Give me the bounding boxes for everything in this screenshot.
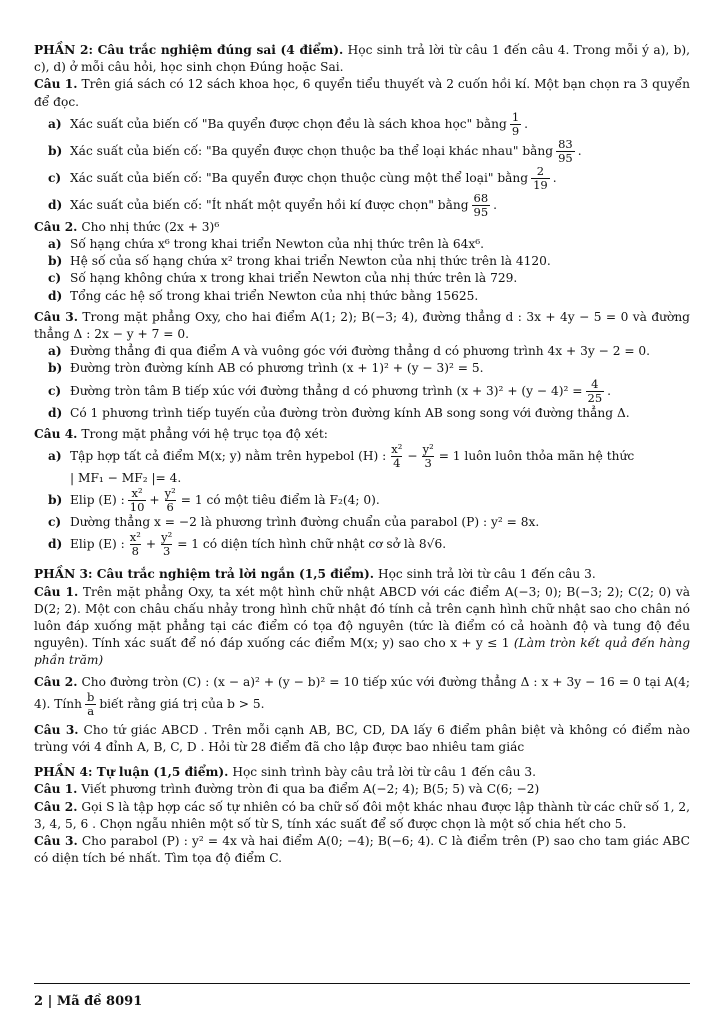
option-text: Có 1 phương trình tiếp tuyến của đường tròn đường kính AB song song với đường thẳng Δ. bbox=[70, 405, 630, 420]
part4-intro bbox=[34, 764, 690, 781]
option-text: Đường tròn tâm B tiếp xúc với đường thẳng d có phương trình (x + 3)² + (y − 4)² = bbox=[70, 383, 583, 398]
p2-q3-option-a: a) Đường thẳng đi qua điểm A và vuông góc với đường thẳng d có phương trình 4x + 3y − 2 = 0. bbox=[48, 343, 690, 360]
p2-q4-option-c: c) Dường thẳng x = −2 là phương trình đường chuẩn của parabol (P) : y² = 8x. bbox=[48, 514, 690, 531]
question-text: Viết phương trình đường tròn đi qua ba điểm A(−2; 4); B(5; 5) và C(6; −2) bbox=[81, 782, 540, 797]
option-text: Elip (E) : bbox=[70, 493, 125, 508]
option-text: Tổng các hệ số trong khai triển Newton của nhị thức bằng 15625. bbox=[70, 288, 479, 303]
question-text: Trong mặt phẳng Oxy, cho hai điểm A(1; 2); B(−3; 4), đường thẳng d : 3x + 4y − 5 = 0 và đường thẳng Δ : 2x − y + 7 = 0. bbox=[34, 309, 690, 342]
question-text: Cho nhị thức (2x + 3)⁶ bbox=[81, 219, 220, 234]
part3-instructions: Học sinh trả lời từ câu 1 đến câu 3. bbox=[377, 567, 596, 582]
p4-q3 bbox=[34, 833, 690, 867]
option-text: Số hạng không chứa x trong khai triển Newton của nhị thức trên là 729. bbox=[70, 271, 518, 286]
question-text: Gọi S là tập hợp các số tự nhiên có ba chữ số đôi một khác nhau được lập thành từ các chữ số 1, 2, 3, 4, 5, 6 . Chọn ngẫu nhiên một số từ S, tính xác suất để số được chọn là một số chia hết cho 5. bbox=[34, 799, 690, 831]
option-text: = 1 có một tiêu điểm là F₂(4; 0). bbox=[180, 493, 380, 508]
question-text: Cho parabol (P) : y² = 4x và hai điểm A(0; −4); B(−6; 4). C là điểm trên (P) sao cho tam giác ABC có diện tích bé nhất. Tìm tọa độ điểm C. bbox=[34, 834, 691, 866]
p2-q3 bbox=[34, 309, 690, 343]
p2-q4-option-a-cont: | MF₁ − MF₂ |= 4. bbox=[70, 471, 182, 486]
p2-q4-option-b: b) Elip (E) : $\frac{\text{x²}}{10}$ + $\frac{\text{y²}}{6}$ = 1 có một tiêu điểm là F₂(4; 0). bbox=[48, 486, 380, 515]
option-text: Dường thẳng x = −2 là phương trình đường chuẩn của parabol (P) : y² = 8x. bbox=[70, 515, 540, 530]
option-text: Số hạng chứa x⁶ trong khai triển Newton của nhị thức trên là 64x⁶. bbox=[70, 237, 485, 252]
fraction: $\frac{68}{95}$ bbox=[473, 190, 489, 219]
question-note: (Làm tròn kết quả đến hàng phần trăm) bbox=[34, 636, 690, 668]
p2-q3-option-c: c) Đường tròn tâm B tiếp xúc với đường thẳng d có phương trình (x + 3)² + (y − 4)² = $\frac{4}{25}$ . bbox=[48, 376, 612, 405]
p2-q1-option-a: a) Xác suất của biến cố "Ba quyển được chọn đều là sách khoa học" bằng $\frac{1}{9}$ . bbox=[48, 109, 529, 138]
option-text: Xác suất của biến cố "Ba quyển được chọn đều là sách khoa học" bằng bbox=[70, 116, 507, 131]
question-label: Câu 3. bbox=[34, 722, 79, 737]
footer-text: 2 | Mã đề 8091 bbox=[34, 994, 143, 1009]
question-label: Câu 2. bbox=[34, 674, 78, 689]
option-text: Xác suất của biến cố: "Ba quyển được chọn thuộc cùng một thể loại" bằng bbox=[70, 170, 529, 185]
question-label: Câu 3. bbox=[34, 309, 78, 324]
p2-q2-option-b: b) Hệ số của số hạng chứa x² trong khai triển Newton của nhị thức trên là 4120. bbox=[48, 253, 690, 270]
fraction: $\frac{\text{y²}}{3}$ bbox=[422, 442, 434, 471]
question-label: Câu 2. bbox=[34, 799, 78, 814]
p2-q1-option-d: d) Xác suất của biến cố: "Ít nhất một quyển hồi kí được chọn" bằng $\frac{68}{95}$ . bbox=[48, 190, 498, 219]
fraction: $\frac{1}{9}$ bbox=[511, 109, 520, 138]
p2-q2-option-a: a) Số hạng chứa x⁶ trong khai triển Newton của nhị thức trên là 64x⁶. bbox=[48, 236, 690, 253]
option-text: = 1 có diện tích hình chữ nhật cơ sở là 8√6. bbox=[177, 537, 447, 552]
option-text: Elip (E) : bbox=[70, 537, 125, 552]
question-text: Cho tứ giác ABCD . Trên mỗi cạnh AB, BC, CD, DA lấy 6 điểm phân biệt và không có điểm nào trùng với 4 đỉnh A, B, C, D . Hỏi từ 28 điểm đã cho lập được bao nhiêu tam giác bbox=[34, 722, 690, 755]
fraction: $\frac{\text{y²}}{3}$ bbox=[161, 530, 173, 559]
part2-heading: PHẦN 2: Câu trắc nghiệm đúng sai (4 điểm). bbox=[34, 43, 344, 57]
fraction: $\frac{\text{x²}}{8}$ bbox=[129, 530, 141, 559]
p4-q1 bbox=[34, 781, 690, 798]
question-label: Câu 1. bbox=[34, 782, 78, 797]
option-text: Tập hợp tất cả điểm M(x; y) nằm trên hypebol (H) : bbox=[70, 448, 387, 463]
p3-q3 bbox=[34, 722, 690, 756]
question-label: Câu 1. bbox=[34, 77, 78, 92]
p2-q1 bbox=[34, 76, 690, 110]
question-text: Trong mặt phẳng với hệ trục tọa độ xét: bbox=[81, 426, 328, 441]
operator: − bbox=[407, 448, 418, 463]
p2-q2 bbox=[34, 219, 690, 236]
option-text: Xác suất của biến cố: "Ba quyển được chọn thuộc ba thể loại khác nhau" bằng bbox=[70, 143, 554, 158]
p3-q1 bbox=[34, 584, 690, 670]
question-text: Cho đường tròn (C) : (x − a)² + (y − b)² = 10 tiếp xúc với đường thẳng Δ : x + 3y − 16 = 0 tại A(4; 4). Tính bbox=[34, 674, 691, 711]
p2-q4-option-d: d) Elip (E) : $\frac{\text{x²}}{8}$ + $\frac{\text{y²}}{3}$ = 1 có diện tích hình chữ nhật cơ sở là 8√6. bbox=[48, 530, 447, 559]
operator: + bbox=[145, 537, 157, 552]
p2-q3-option-b: b) Đường tròn đường kính AB có phương trình (x + 1)² + (y − 3)² = 5. bbox=[48, 360, 690, 377]
option-text: Xác suất của biến cố: "Ít nhất một quyển hồi kí được chọn" bằng bbox=[70, 197, 469, 212]
part4-heading: PHẦN 4: Tự luận (1,5 điểm). bbox=[34, 765, 229, 780]
part2-instructions: Học sinh trả lời từ câu 1 đến câu 4. Trong mỗi ý a), b), c), d) ở mỗi câu hỏi, học sinh chọn Đúng hoặc Sai. bbox=[34, 43, 690, 75]
fraction: $\frac{\text{y²}}{6}$ bbox=[164, 486, 176, 515]
option-text: = 1 luôn luôn thỏa mãn hệ thức bbox=[438, 448, 635, 463]
part4-instructions: Học sinh trình bày câu trả lời từ câu 1 đến câu 3. bbox=[232, 765, 536, 780]
fraction: $\frac{83}{95}$ bbox=[558, 136, 573, 165]
fraction: $\frac{b}{a}$ bbox=[86, 689, 95, 718]
page-footer bbox=[34, 983, 690, 1009]
question-text: Trên giá sách có 12 sách khoa học, 6 quyển tiểu thuyết và 2 cuốn hồi kí. Một bạn chọn ra 3 quyển để đọc. bbox=[34, 77, 690, 109]
option-text: Đường tròn đường kính AB có phương trình (x + 1)² + (y − 3)² = 5. bbox=[70, 361, 484, 376]
p4-q2 bbox=[34, 799, 690, 833]
option-text: Đường thẳng đi qua điểm A và vuông góc với đường thẳng d có phương trình 4x + 3y − 2 = 0. bbox=[70, 344, 651, 359]
question-label: Câu 3. bbox=[34, 834, 78, 849]
fraction: $\frac{4}{25}$ bbox=[587, 376, 603, 405]
p2-q2-option-c: c) Số hạng không chứa x trong khai triển Newton của nhị thức trên là 729. bbox=[48, 270, 690, 287]
p3-q2 bbox=[34, 674, 690, 718]
question-text: biết rằng giá trị của b > 5. bbox=[99, 696, 265, 711]
operator: + bbox=[149, 493, 160, 508]
p2-q4 bbox=[34, 426, 690, 443]
part3-heading: PHẦN 3: Câu trắc nghiệm trả lời ngắn (1,5 điểm). bbox=[34, 567, 375, 582]
question-text: Trên mặt phẳng Oxy, ta xét một hình chữ nhật ABCD với các điểm A(−3; 0); B(−3; 2); C(2; 0) và D(2; 2). Một con châu chấu nhảy trong hình chữ nhật đó tính cả trên cạnh hình chữ nhật sao cho chân nó luôn đáp xuống mặt phẳng tại các điểm có tọa độ nguyên (tức là điểm có cả hoành độ và tung độ đều nguyên). Tính xác suất để nó đáp xuống các điểm M(x; y) sao cho x + y ≤ 1 bbox=[34, 584, 690, 651]
exam-page bbox=[34, 42, 690, 868]
p2-q1-option-b: b) Xác suất của biến cố: "Ba quyển được chọn thuộc ba thể loại khác nhau" bằng $\frac{83}{95}$ . bbox=[48, 136, 582, 165]
fraction: $\frac{\text{x²}}{4}$ bbox=[391, 442, 403, 471]
p2-q2-option-d: d) Tổng các hệ số trong khai triển Newton của nhị thức bằng 15625. bbox=[48, 288, 690, 305]
question-label: Câu 4. bbox=[34, 426, 78, 441]
question-label: Câu 2. bbox=[34, 219, 78, 234]
p2-q4-option-a: a) Tập hợp tất cả điểm M(x; y) nằm trên hypebol (H) : $\frac{\text{x²}}{4}$ − $\frac{\text{y²}}{3}$ = 1 luôn luôn thỏa mãn hệ thức bbox=[48, 442, 635, 471]
p2-q1-option-c: c) Xác suất của biến cố: "Ba quyển được chọn thuộc cùng một thể loại" bằng $\frac{2}{19}$ . bbox=[48, 163, 557, 192]
option-text: Hệ số của số hạng chứa x² trong khai triển Newton của nhị thức trên là 4120. bbox=[70, 254, 551, 269]
question-label: Câu 1. bbox=[34, 584, 79, 599]
fraction: $\frac{\text{x²}}{10}$ bbox=[129, 486, 145, 515]
fraction: $\frac{2}{19}$ bbox=[533, 163, 548, 192]
part2-intro bbox=[34, 42, 690, 76]
p2-q3-option-d: d) Có 1 phương trình tiếp tuyến của đường tròn đường kính AB song song với đường thẳng Δ. bbox=[48, 405, 690, 422]
part3-intro bbox=[34, 566, 690, 583]
